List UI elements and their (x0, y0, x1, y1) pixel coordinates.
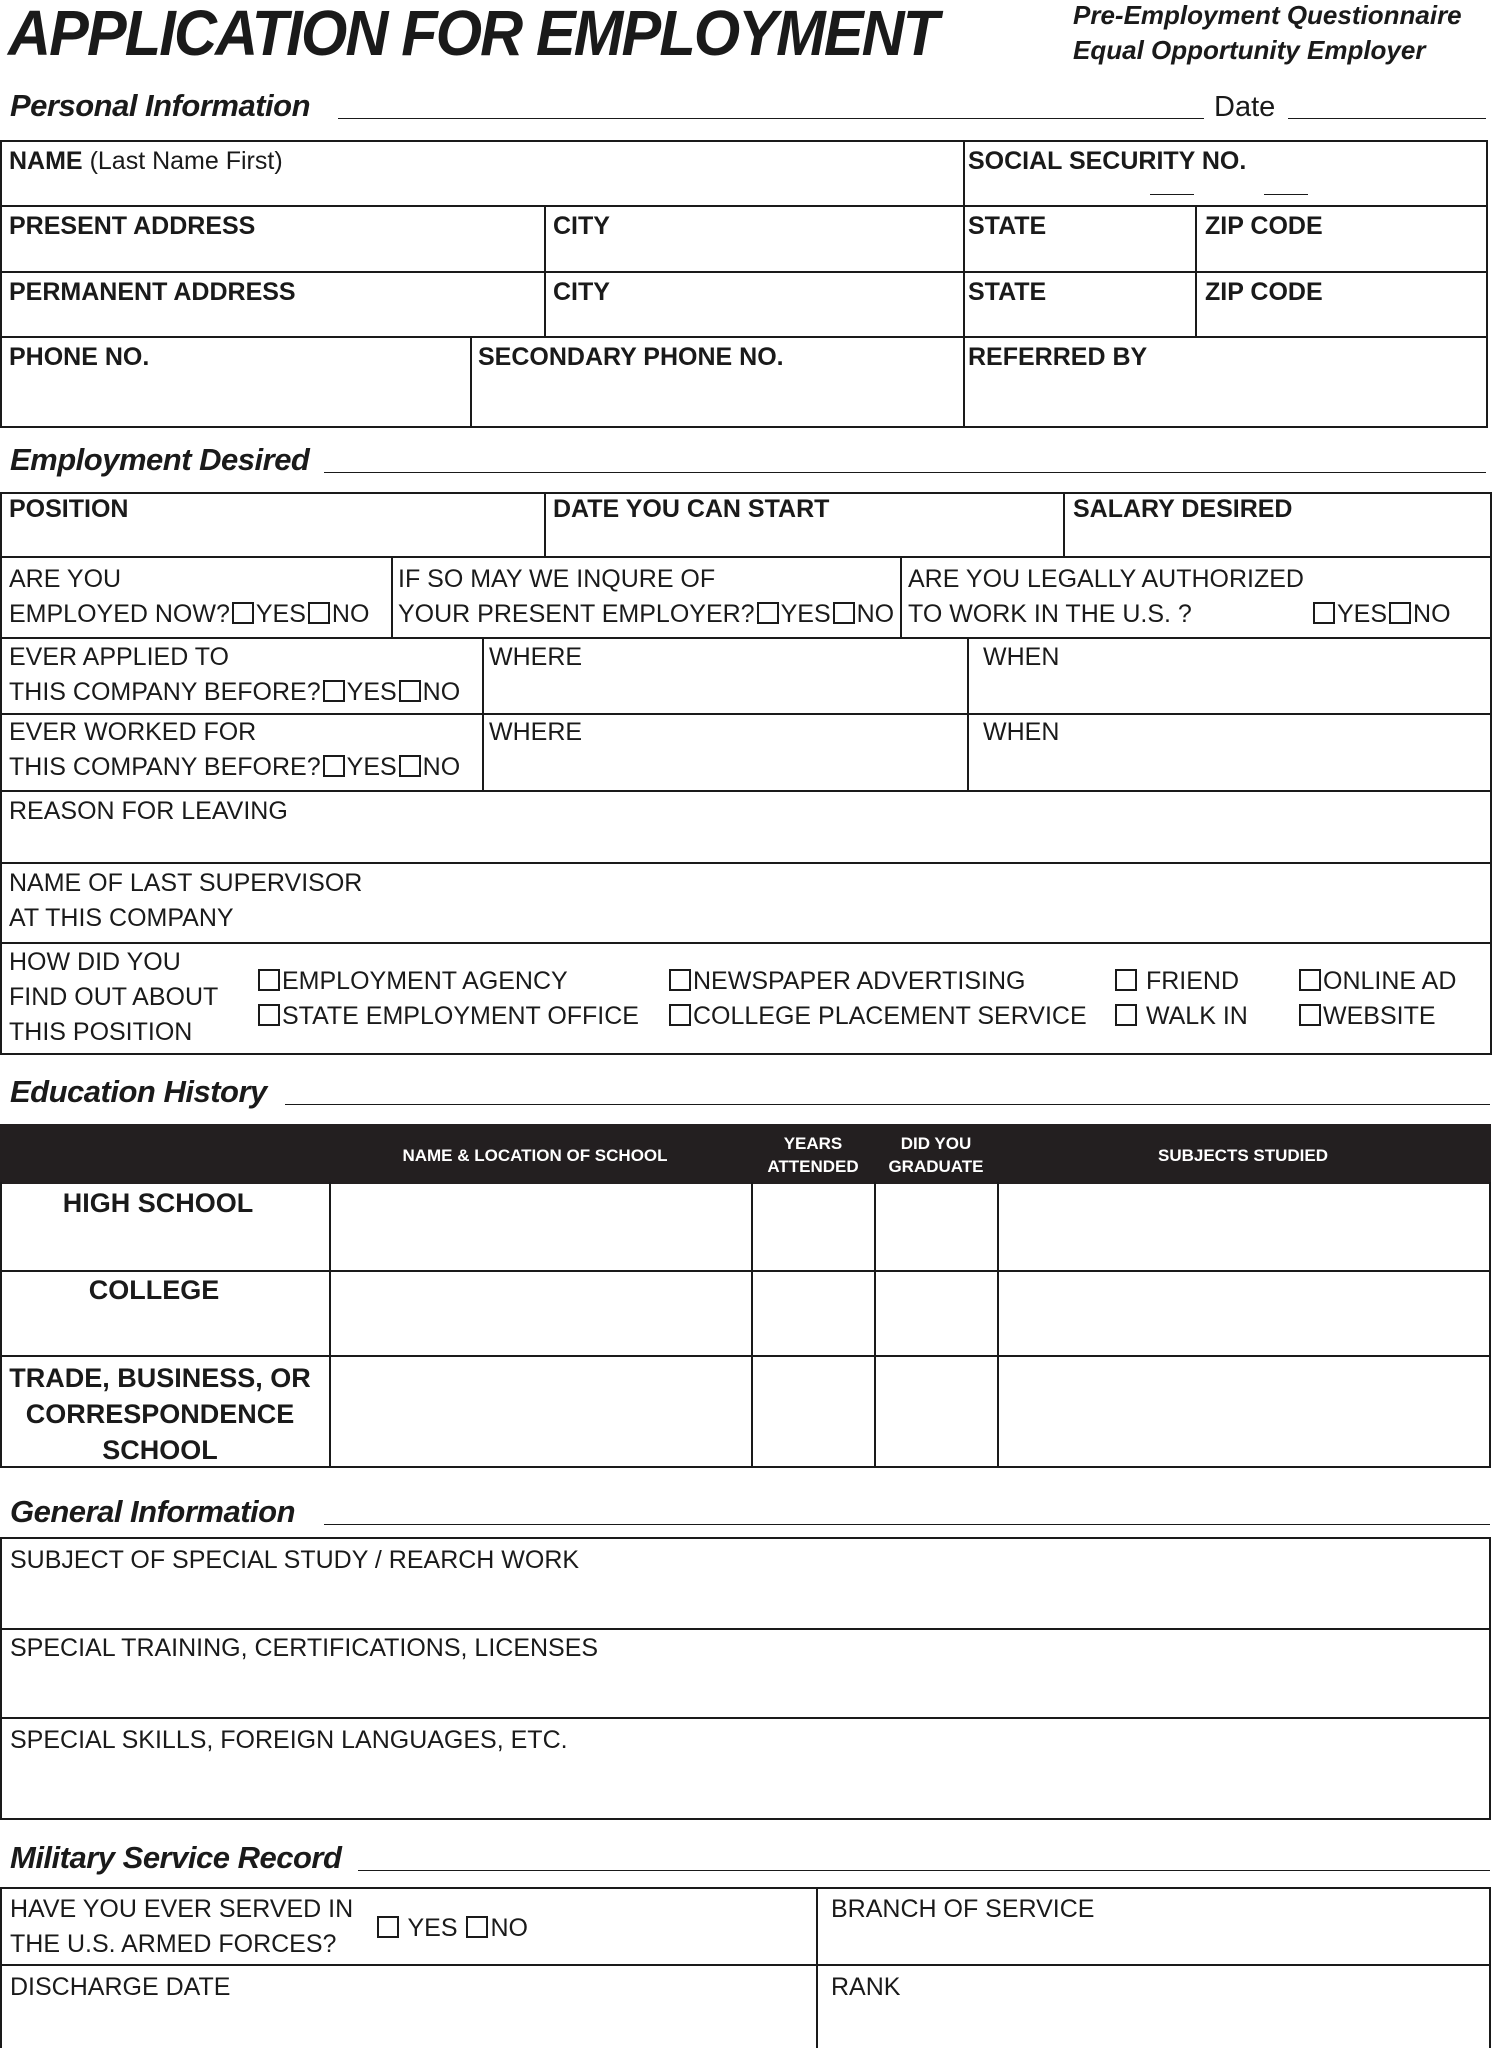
row-divider (0, 1355, 1491, 1357)
row-divider (0, 637, 1492, 639)
row-divider (0, 942, 1492, 944)
permanent-address-label: PERMANENT ADDRESS (9, 278, 296, 306)
supervisor-line1: NAME OF LAST SUPERVISOR (9, 869, 363, 897)
source-friend[interactable] (1113, 964, 1239, 999)
col-divider (329, 1182, 331, 1468)
section-rule (285, 1104, 1490, 1105)
worked-yes-checkbox[interactable] (323, 755, 345, 777)
section-rule (338, 118, 1204, 119)
col-divider (470, 336, 472, 428)
served-question (10, 1892, 353, 1962)
col-divider (1063, 492, 1065, 556)
col-years-header (752, 1132, 874, 1178)
row-divider (0, 790, 1492, 792)
friend-checkbox[interactable] (1115, 969, 1137, 991)
authorized-yes-checkbox[interactable] (1313, 602, 1335, 624)
how-found-label (9, 945, 218, 1050)
yes-label: YES (255, 600, 306, 628)
present-address-label: PRESENT ADDRESS (9, 212, 256, 240)
section-military-service: Military Service Record (10, 1840, 342, 1875)
served-q-line2: THE U.S. ARMED FORCES? (10, 1930, 337, 1958)
served-options (375, 1911, 528, 1946)
permanent-state-label: STATE (968, 278, 1047, 306)
date-label: Date (1214, 91, 1276, 123)
section-rule (358, 1870, 1490, 1871)
name-hint: (Last Name First) (89, 147, 283, 175)
name-field[interactable] (9, 144, 283, 179)
inquire-yes-checkbox[interactable] (757, 602, 779, 624)
row-divider (0, 336, 1488, 338)
yes-label: YES (407, 1914, 458, 1942)
col-divider (751, 1182, 753, 1468)
phone-label: PHONE NO. (9, 343, 150, 371)
applied-q-line2: THIS COMPANY BEFORE? (9, 678, 321, 706)
position-label: POSITION (9, 495, 129, 523)
col-divider (482, 637, 484, 790)
col-divider (900, 556, 902, 637)
col-years-line2: ATTENDED (767, 1157, 859, 1176)
served-yes-checkbox[interactable] (377, 1916, 399, 1938)
col-divider (997, 1182, 999, 1468)
name-label: NAME (9, 147, 83, 175)
col-divider (874, 1182, 876, 1468)
start-date-label: DATE YOU CAN START (553, 495, 830, 523)
source-online-ad[interactable] (1297, 964, 1456, 999)
no-label: NO (856, 600, 895, 628)
rank-label: RANK (831, 1973, 901, 2001)
worked-no-checkbox[interactable] (399, 755, 421, 777)
col-divider (967, 637, 969, 790)
trade-line2: CORRESPONDENCE (25, 1399, 295, 1429)
reason-leaving-label: REASON FOR LEAVING (9, 797, 288, 825)
no-label: NO (422, 678, 461, 706)
section-general-information: General Information (10, 1494, 296, 1529)
state-office-checkbox[interactable] (258, 1004, 280, 1026)
website-checkbox[interactable] (1299, 1004, 1321, 1026)
col-grad-line2: GRADUATE (888, 1157, 984, 1176)
branch-label: BRANCH OF SERVICE (831, 1895, 1095, 1923)
no-label: NO (1413, 600, 1451, 628)
subtitle-eoe: Equal Opportunity Employer (1073, 35, 1426, 65)
applied-where-label: WHERE (489, 643, 583, 671)
row-divider (0, 1964, 1491, 1966)
yes-label: YES (346, 678, 397, 706)
row-trade-school (0, 1360, 320, 1468)
special-study-label: SUBJECT OF SPECIAL STUDY / REARCH WORK (10, 1546, 580, 1574)
col-years-line1: YEARS (783, 1134, 843, 1153)
section-personal-information: Personal Information (10, 88, 311, 123)
newspaper-checkbox[interactable] (669, 969, 691, 991)
col-grad-line1: DID YOU (900, 1134, 972, 1153)
permanent-zip-label: ZIP CODE (1205, 278, 1323, 306)
served-no-checkbox[interactable] (466, 1916, 488, 1938)
row-divider (0, 205, 1488, 207)
present-zip-label: ZIP CODE (1205, 212, 1323, 240)
found-line3: THIS POSITION (9, 1018, 193, 1046)
worked-q-line1: EVER WORKED FOR (9, 718, 257, 746)
yes-label: YES (1337, 600, 1388, 628)
page-title: APPLICATION FOR EMPLOYMENT (8, 0, 938, 69)
present-state-label: STATE (968, 212, 1047, 240)
online-ad-checkbox[interactable] (1299, 969, 1321, 991)
source-state-office[interactable] (256, 999, 639, 1034)
found-line2: FIND OUT ABOUT (9, 983, 219, 1011)
row-divider (0, 1717, 1491, 1719)
row-divider (0, 862, 1492, 864)
col-divider (816, 1887, 818, 2048)
permanent-city-label: CITY (553, 278, 610, 306)
inquire-employer-question (398, 562, 894, 632)
source-website[interactable] (1297, 999, 1436, 1034)
row-high-school: HIGH SCHOOL (62, 1188, 254, 1218)
col-divider (544, 492, 546, 556)
employed-no-checkbox[interactable] (308, 602, 330, 624)
applied-q-line1: EVER APPLIED TO (9, 643, 230, 671)
applied-yes-checkbox[interactable] (323, 680, 345, 702)
employed-q-line2: EMPLOYED NOW? (9, 600, 230, 628)
no-label: NO (331, 600, 370, 628)
section-rule (324, 472, 1486, 473)
worked-q-line2: THIS COMPANY BEFORE? (9, 753, 321, 781)
section-education-history: Education History (10, 1074, 267, 1109)
worked-before-question (9, 715, 460, 785)
employed-yes-checkbox[interactable] (232, 602, 254, 624)
applied-before-question (9, 640, 460, 710)
row-divider (0, 1628, 1491, 1630)
col-divider (1195, 205, 1197, 336)
col-divider (544, 205, 546, 336)
section-rule (324, 1524, 1490, 1525)
applied-no-checkbox[interactable] (399, 680, 421, 702)
source-newspaper[interactable] (667, 964, 1025, 999)
employment-agency-checkbox[interactable] (258, 969, 280, 991)
authorized-no-checkbox[interactable] (1389, 602, 1411, 624)
source-college-placement[interactable] (667, 999, 1087, 1034)
row-divider (0, 271, 1488, 273)
col-divider (391, 556, 393, 637)
employed-q-line1: ARE YOU (9, 565, 122, 593)
col-divider (963, 140, 965, 428)
option-label: STATE EMPLOYMENT OFFICE (282, 1002, 639, 1030)
authorized-q-line2: TO WORK IN THE U.S. ? (908, 600, 1192, 628)
supervisor-line2: AT THIS COMPANY (9, 904, 234, 932)
ssn-label: SOCIAL SECURITY NO. (968, 147, 1247, 175)
authorized-question (908, 562, 1304, 632)
option-label: EMPLOYMENT AGENCY (282, 967, 568, 995)
walk-in-checkbox[interactable] (1115, 1004, 1137, 1026)
college-placement-checkbox[interactable] (669, 1004, 691, 1026)
option-label: NEWSPAPER ADVERTISING (693, 967, 1026, 995)
row-divider (0, 556, 1492, 558)
trade-line3: SCHOOL (102, 1435, 218, 1465)
secondary-phone-label: SECONDARY PHONE NO. (478, 343, 784, 371)
served-q-line1: HAVE YOU EVER SERVED IN (10, 1895, 354, 1923)
section-employment-desired: Employment Desired (10, 442, 310, 477)
inquire-q-line1: IF SO MAY WE INQURE OF (398, 565, 716, 593)
option-label: COLLEGE PLACEMENT SERVICE (693, 1002, 1087, 1030)
authorized-q-line1: ARE YOU LEGALLY AUTHORIZED (908, 565, 1304, 593)
row-college: COLLEGE (88, 1275, 220, 1305)
discharge-label: DISCHARGE DATE (10, 1973, 231, 2001)
date-input-line[interactable] (1288, 118, 1486, 119)
trade-line1: TRADE, BUSINESS, OR (9, 1363, 311, 1393)
employed-now-question (9, 562, 369, 632)
option-label: ONLINE AD (1323, 967, 1457, 995)
yes-label: YES (780, 600, 831, 628)
inquire-q-line2: YOUR PRESENT EMPLOYER? (398, 600, 755, 628)
option-label: FRIEND (1145, 967, 1240, 995)
option-label: WALK IN (1145, 1002, 1248, 1030)
inquire-no-checkbox[interactable] (833, 602, 855, 624)
subtitle-questionnaire: Pre-Employment Questionnaire (1073, 0, 1462, 30)
referred-by-label: REFERRED BY (968, 343, 1148, 371)
ssn-separator (1264, 194, 1308, 195)
worked-where-label: WHERE (489, 718, 583, 746)
ssn-separator (1150, 194, 1194, 195)
authorized-options (1311, 597, 1451, 632)
special-training-label: SPECIAL TRAINING, CERTIFICATIONS, LICENSES (10, 1634, 599, 1662)
col-school-header: NAME & LOCATION OF SCHOOL (402, 1146, 668, 1165)
general-info-table (0, 1537, 1491, 1820)
worked-when-label: WHEN (983, 718, 1060, 746)
last-supervisor-label (9, 866, 362, 936)
salary-label: SALARY DESIRED (1073, 495, 1293, 523)
no-label: NO (490, 1914, 528, 1942)
no-label: NO (422, 753, 461, 781)
yes-label: YES (346, 753, 397, 781)
special-skills-label: SPECIAL SKILLS, FOREIGN LANGUAGES, ETC. (10, 1726, 568, 1754)
col-graduate-header (875, 1132, 997, 1178)
applied-when-label: WHEN (983, 643, 1060, 671)
col-subjects-header: SUBJECTS STUDIED (1157, 1146, 1329, 1165)
option-label: WEBSITE (1323, 1002, 1436, 1030)
source-employment-agency[interactable] (256, 964, 568, 999)
present-city-label: CITY (553, 212, 610, 240)
source-walk-in[interactable] (1113, 999, 1248, 1034)
found-line1: HOW DID YOU (9, 948, 181, 976)
